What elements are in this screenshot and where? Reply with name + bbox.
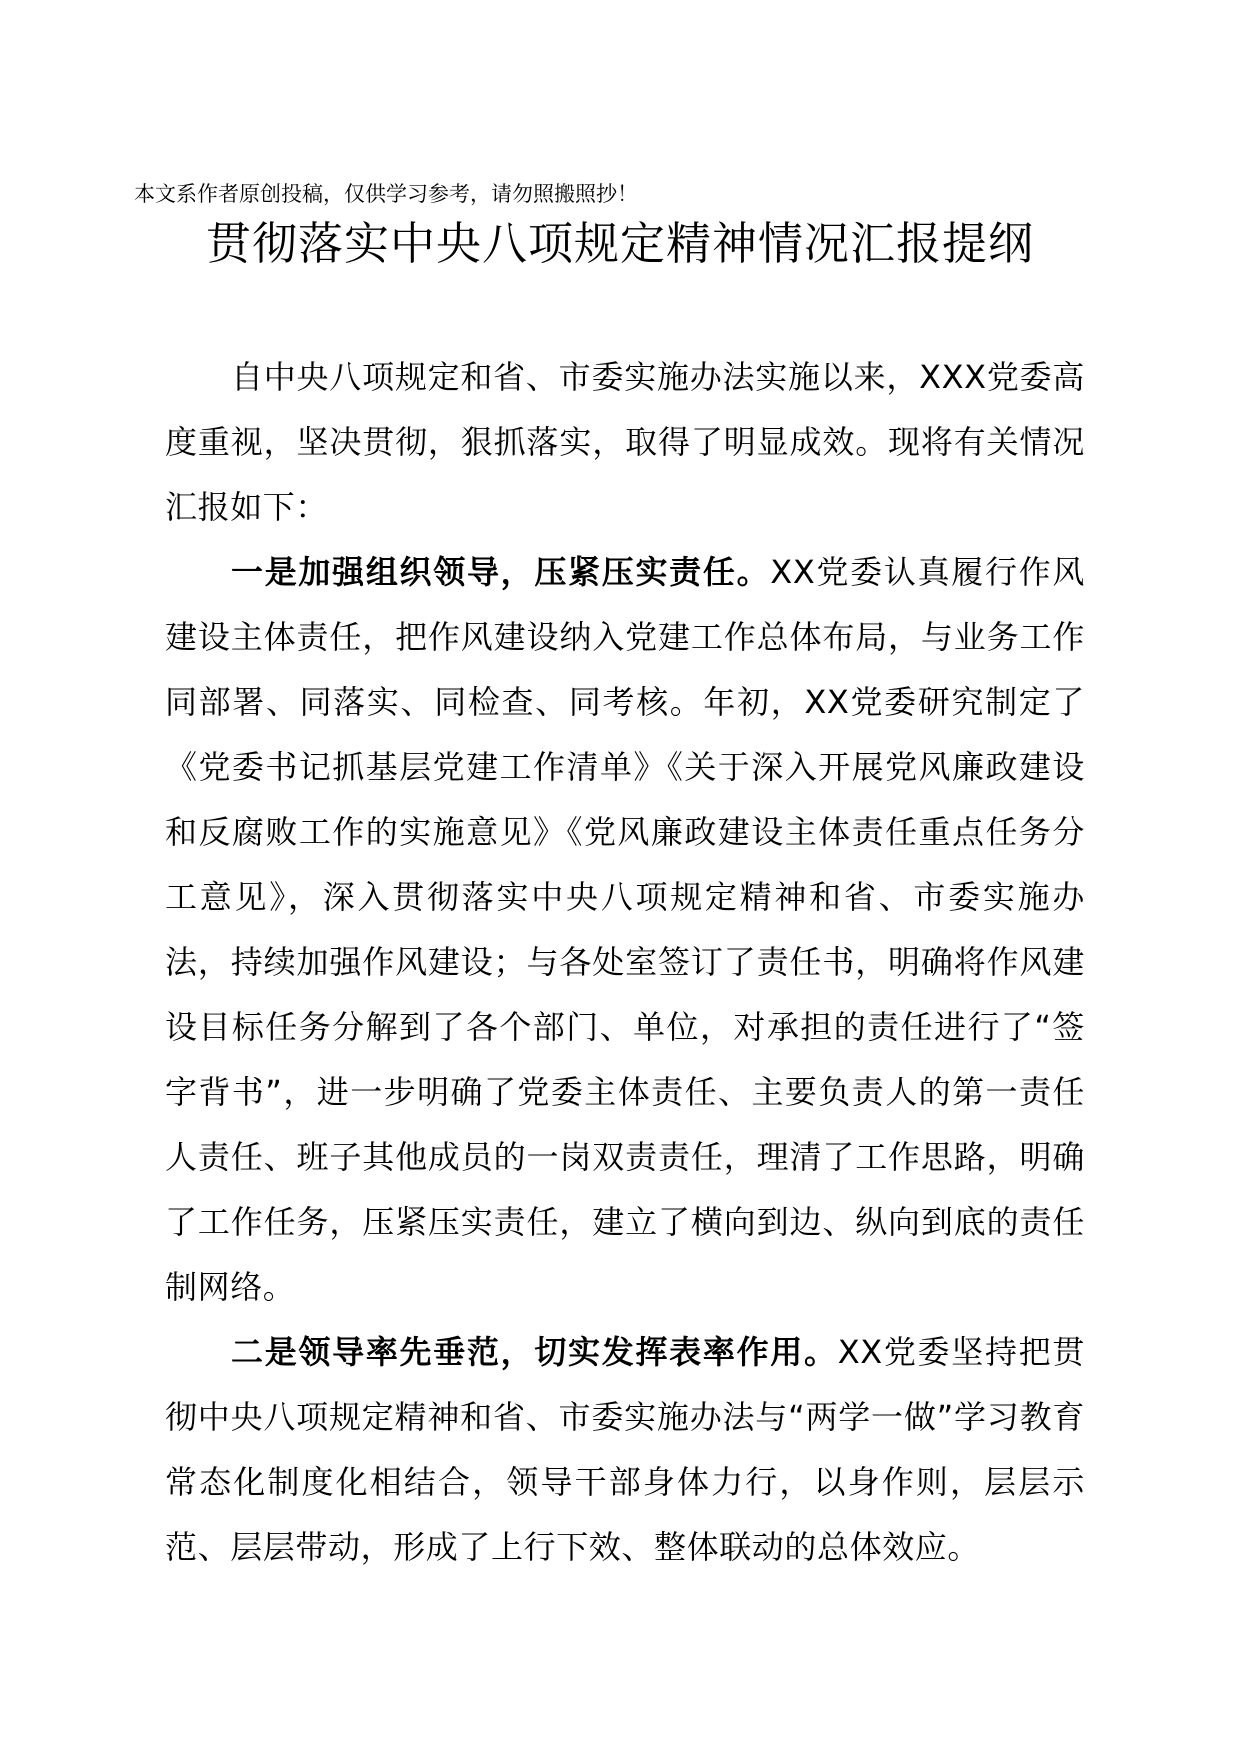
intro-paragraph: 自中央八项规定和省、市委实施办法实施以来，XXX党委高度重视，坚决贯彻，狠抓落实，取得了明显成效。现将有关情况汇报如下： bbox=[165, 358, 1085, 526]
document-title: 贯彻落实中央八项规定精神情况汇报提纲 bbox=[205, 217, 1034, 270]
section-lead-2: 二是领导率先垂范，切实发挥表率作用。 bbox=[231, 1333, 838, 1371]
section-paragraph-2 bbox=[165, 1320, 1085, 1580]
section-paragraph-1 bbox=[165, 540, 1085, 1320]
document-body bbox=[165, 345, 1085, 1580]
section-text-1: XX党委认真履行作风建设主体责任，把作风建设纳入党建工作总体布局，与业务工作同部署、同落实、同检查、同考核。年初，XX党委研究制定了《党委书记抓基层党建工作清单》《关于深入开展党风廉政建设和反腐败工作的实施意见》《党风廉政建设主体责任重点任务分工意见》，深入贯彻落实中央八项规定精神和省、市委实施办法，持续加强作风建设；与各处室签订了责任书，明确将作风建设目标任务分解到了各个部门、单位，对承担的责任进行了“签字背书”，进一步明确了党委主体责任、主要负责人的第一责任人责任、班子其他成员的一岗双责责任，理清了工作思路，明确了工作任务，压紧压实责任，建立了横向到边、纵向到底的责任制网络。 bbox=[165, 553, 1085, 1306]
section-text-2: XX党委坚持把贯彻中央八项规定精神和省、市委实施办法与“两学一做”学习教育常态化制度化相结合，领导干部身体力行，以身作则，层层示范、层层带动，形成了上行下效、整体联动的总体效应。 bbox=[165, 1333, 1085, 1566]
section-lead-1: 一是加强组织领导，压紧压实责任。 bbox=[231, 553, 771, 591]
copyright-notice: 本文系作者原创投稿，仅供学习参考，请勿照搬照抄！ bbox=[134, 182, 638, 206]
